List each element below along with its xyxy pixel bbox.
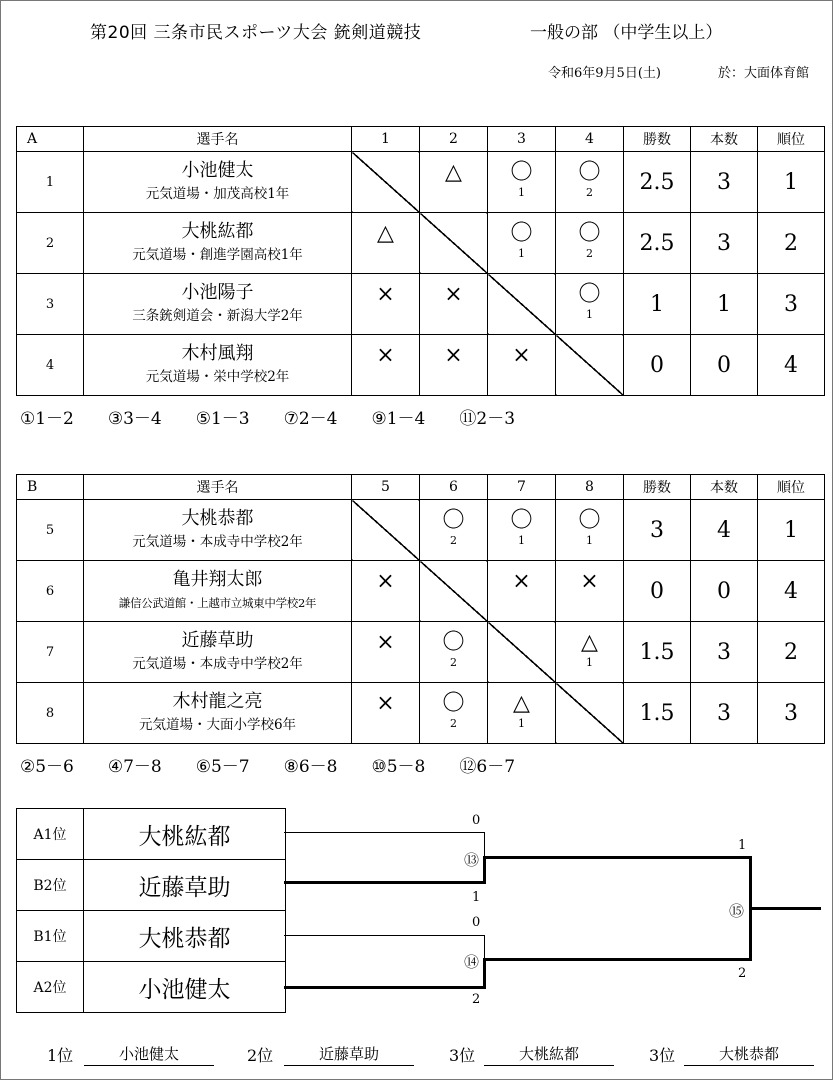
wins-value: 2.5 [624,152,691,213]
row-number: 3 [17,274,84,335]
points-value: 3 [691,622,758,683]
result-score: 1 [586,308,593,321]
result-cell [352,683,420,744]
seed-label: A1位 [17,809,84,860]
match-13-label: ⑬ [464,851,480,869]
col-header: 7 [488,475,556,500]
place-name: 大桃紘都 [484,1043,614,1066]
col-header: 8 [556,475,624,500]
bracket-player: 小池健太 [84,962,286,1013]
match-order-item: ⑫6－7 [459,757,516,777]
points-value: 3 [691,683,758,744]
result-cell [352,622,420,683]
player-team: 元気道場・加茂高校1年 [145,186,290,202]
wins-header: 勝数 [624,127,691,152]
player-name: 近藤草助 [181,630,254,651]
points-header: 本数 [691,475,758,500]
name-header: 選手名 [84,475,352,500]
result-mark: 〇 [578,508,601,533]
result-score: 1 [586,656,593,669]
bracket-row [17,911,286,962]
row-number: 4 [17,335,84,396]
bracket-player: 近藤草助 [84,860,286,911]
result-cell [352,561,420,622]
result-score: 2 [450,717,457,730]
result-score [352,595,419,609]
result-mark: 〇 [578,160,601,185]
player-team: 元気道場・本成寺中学校2年 [132,656,303,672]
wins-value: 1 [624,274,691,335]
bracket-row [17,962,286,1013]
result-cell [488,152,556,213]
result-mark: × [512,343,531,368]
match-order-item: ⑪2－3 [459,409,516,429]
result-cell [420,622,488,683]
result-score [420,308,487,322]
page-title: 第20回 三条市民スポーツ大会 銃剣道競技 [90,23,422,43]
result-cell [556,152,624,213]
diagonal-cell [352,500,420,561]
result-cell [420,274,488,335]
bracket-line [284,935,484,936]
seed-label: A2位 [17,962,84,1013]
rank-value: 4 [758,335,825,396]
bracket-player: 大桃恭都 [84,911,286,962]
wins-header: 勝数 [624,475,691,500]
row-number: 7 [17,622,84,683]
result-score: 2 [450,534,457,547]
bracket-line-winner [749,907,821,910]
col-header: 3 [488,127,556,152]
wins-value: 1.5 [624,683,691,744]
bracket-entries [16,808,286,1013]
result-score [488,369,555,383]
diagonal-cell [488,622,556,683]
match-order-item: ⑨1－4 [371,409,426,429]
result-score [352,369,419,383]
player-name: 大桃紘都 [181,221,254,242]
result-cell [556,500,624,561]
match-15-bottom-score: 2 [738,966,747,981]
wins-value: 2.5 [624,213,691,274]
col-header: 5 [352,475,420,500]
col-header: 4 [556,127,624,152]
result-cell [420,500,488,561]
pool-a-match-order [20,404,549,429]
result-cell [420,152,488,213]
result-cell [420,683,488,744]
rank-header: 順位 [758,127,825,152]
diagonal-cell [420,213,488,274]
division-title: 一般の部 （中学生以上） [530,23,723,43]
bracket-row [17,860,286,911]
result-score: 2 [450,656,457,669]
result-score: 2 [586,186,593,199]
bracket-line-winner [284,881,486,884]
row-number: 6 [17,561,84,622]
player-team: 謙信公武道館・上越市立城東中学校2年 [118,596,317,610]
name-header: 選手名 [84,127,352,152]
row-number: 5 [17,500,84,561]
match-13-top-score: 0 [472,813,481,828]
table-row [17,683,825,744]
bracket-line-winner [483,958,486,989]
bracket-player: 大桃紘都 [84,809,286,860]
match-13-bottom-score: 1 [472,890,481,905]
result-cell [488,335,556,396]
match-order-item: ③3－4 [107,409,162,429]
player-name: 小池健太 [181,160,254,181]
result-cell [556,274,624,335]
result-cell [352,274,420,335]
result-score [352,247,419,261]
rank-value: 2 [758,213,825,274]
bracket-row [17,809,286,860]
result-score: 1 [518,717,525,730]
table-row [17,152,825,213]
rank-value: 1 [758,500,825,561]
player-name: 亀井翔太郎 [172,569,263,590]
wins-value: 0 [624,561,691,622]
col-header: 1 [352,127,420,152]
table-row [17,274,825,335]
pool-b-match-order [20,752,549,777]
result-cell [488,500,556,561]
row-number: 1 [17,152,84,213]
place-label: 3位 [649,1046,676,1065]
pool-label: A [17,127,84,152]
result-score [556,595,623,609]
result-score [352,717,419,731]
rank-header: 順位 [758,475,825,500]
result-mark: 〇 [442,691,465,716]
result-score: 1 [518,186,525,199]
result-score: 1 [518,247,525,260]
match-order-item: ⑦2－4 [283,409,338,429]
bracket-line [284,832,484,833]
result-cell [352,335,420,396]
place-label: 1位 [47,1046,74,1065]
row-number: 2 [17,213,84,274]
player-team: 三条銃剣道会・新潟大学2年 [132,308,303,324]
place-name: 大桃恭都 [684,1043,814,1066]
player-team: 元気道場・栄中学校2年 [145,369,290,385]
seed-label: B1位 [17,911,84,962]
match-14-top-score: 0 [472,915,481,930]
result-mark: 〇 [578,282,601,307]
result-mark: × [376,343,395,368]
place-name: 近藤草助 [284,1043,414,1066]
result-mark: × [376,630,395,655]
player-name: 木村風翔 [181,343,254,364]
player-team: 元気道場・創進学園高校1年 [132,247,303,263]
table-row [17,213,825,274]
result-mark: 〇 [510,221,533,246]
seed-label: B2位 [17,860,84,911]
rank-value: 3 [758,274,825,335]
points-value: 3 [691,213,758,274]
place-label: 2位 [247,1046,274,1065]
points-header: 本数 [691,127,758,152]
result-score: 1 [586,534,593,547]
result-mark: 〇 [442,630,465,655]
result-mark: △ [513,691,530,716]
bracket-line-winner [483,958,752,961]
player-team: 元気道場・大面小学校6年 [138,717,297,733]
diagonal-cell [420,561,488,622]
result-score [420,186,487,200]
diagonal-cell [352,152,420,213]
rank-value: 3 [758,683,825,744]
result-score [488,595,555,609]
table-row [17,500,825,561]
wins-value: 3 [624,500,691,561]
match-order-item: ②5－6 [20,757,74,777]
result-cell [352,213,420,274]
result-score [420,369,487,383]
event-venue: 於：大面体育館 [718,66,810,81]
points-value: 1 [691,274,758,335]
table-row [17,622,825,683]
match-15-top-score: 1 [738,838,747,853]
match-15-label: ⑮ [729,902,745,920]
event-date: 令和6年9月5日(土) [548,66,661,81]
rank-value: 2 [758,622,825,683]
player-name: 大桃恭都 [181,508,254,529]
result-cell [420,335,488,396]
place-label: 3位 [449,1046,476,1065]
bracket-line-winner [284,986,486,989]
result-cell [488,213,556,274]
result-mark: × [580,569,599,594]
points-value: 3 [691,152,758,213]
result-mark: △ [377,221,394,246]
result-score: 1 [518,534,525,547]
result-cell [556,561,624,622]
table-row [17,335,825,396]
row-number: 8 [17,683,84,744]
bracket-line [484,935,485,959]
diagonal-cell [556,335,624,396]
result-score [352,308,419,322]
match-14-label: ⑭ [464,953,480,971]
result-mark: × [376,282,395,307]
player-name: 木村龍之亮 [172,691,263,712]
result-mark: △ [581,630,598,655]
result-mark: × [376,569,395,594]
result-score [352,656,419,670]
points-value: 0 [691,561,758,622]
match-order-item: ⑤1－3 [195,409,250,429]
result-mark: × [444,343,463,368]
result-mark: 〇 [578,221,601,246]
pool-a-table [16,126,825,396]
result-mark: × [512,569,531,594]
match-14-bottom-score: 2 [472,992,481,1007]
result-mark: × [376,691,395,716]
col-header: 2 [420,127,488,152]
bracket-line-winner [483,856,486,884]
bracket-line [484,832,485,858]
player-team: 元気道場・本成寺中学校2年 [132,534,303,550]
result-mark: 〇 [510,160,533,185]
points-value: 0 [691,335,758,396]
points-value: 4 [691,500,758,561]
place-name: 小池健太 [84,1043,214,1066]
match-order-item: ⑥5－7 [195,757,250,777]
col-header: 6 [420,475,488,500]
result-cell [556,622,624,683]
wins-value: 0 [624,335,691,396]
bracket-line-winner [483,856,752,859]
player-name: 小池陽子 [181,282,254,303]
match-order-item: ④7－8 [107,757,162,777]
result-mark: 〇 [442,508,465,533]
result-mark: 〇 [510,508,533,533]
wins-value: 1.5 [624,622,691,683]
result-cell [556,213,624,274]
result-score: 2 [586,247,593,260]
match-order-item: ⑧6－8 [283,757,338,777]
match-order-item: ⑩5－8 [371,757,426,777]
table-row [17,561,825,622]
diagonal-cell [488,274,556,335]
diagonal-cell [556,683,624,744]
result-mark: △ [445,160,462,185]
match-order-item: ①1－2 [20,409,74,429]
result-cell [488,561,556,622]
pool-b-table [16,474,825,744]
rank-value: 4 [758,561,825,622]
rank-value: 1 [758,152,825,213]
result-mark: × [444,282,463,307]
pool-label: B [17,475,84,500]
result-cell [488,683,556,744]
